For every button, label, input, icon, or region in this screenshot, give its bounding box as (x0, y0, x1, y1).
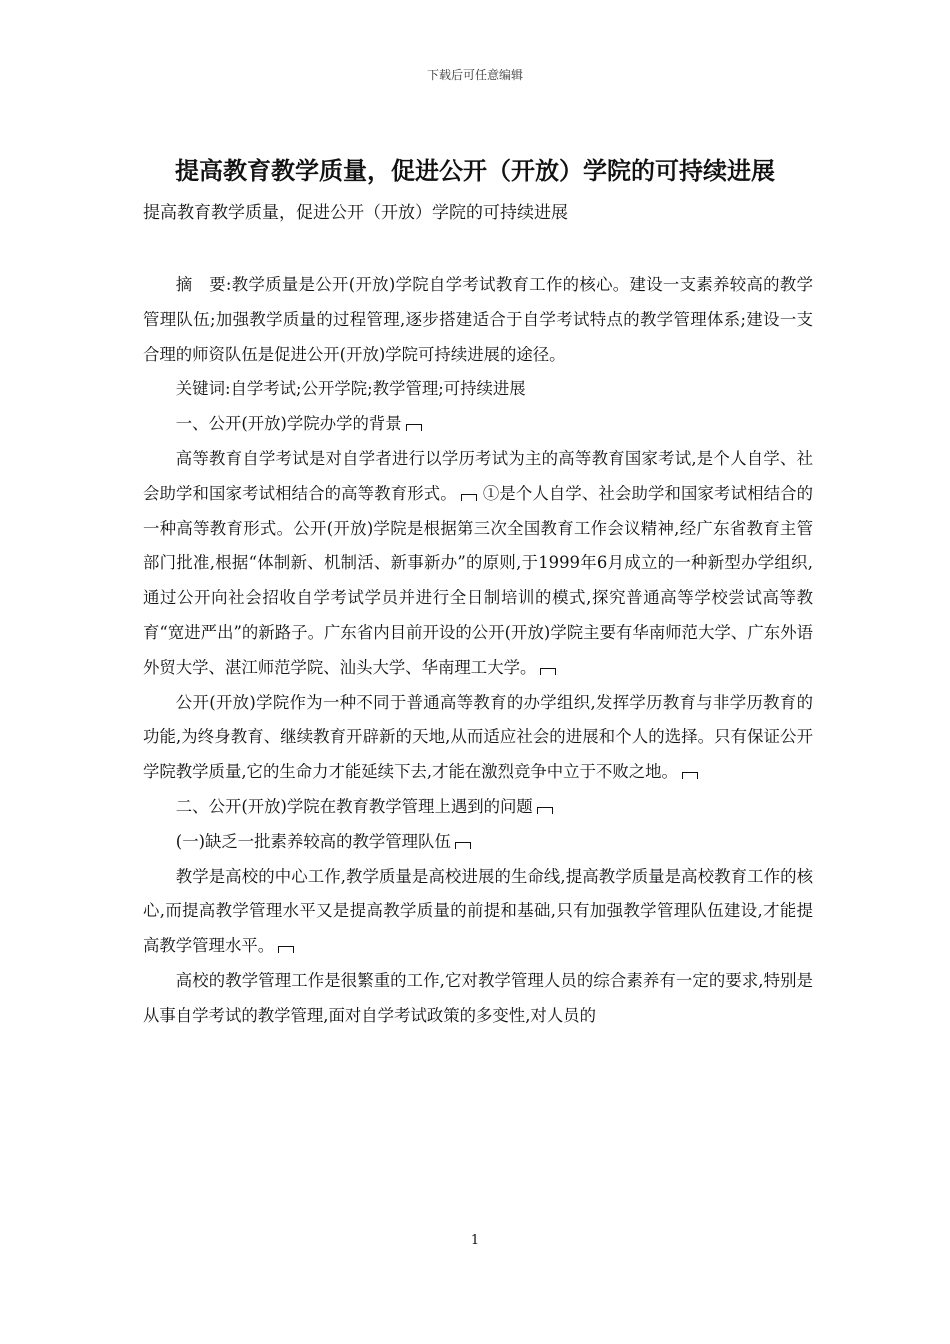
footnote-mark-icon (406, 424, 422, 431)
keywords-paragraph (143, 372, 813, 407)
subsection-1-heading (143, 825, 813, 860)
footnote-mark-icon (540, 668, 556, 675)
paragraph-2-text: 公开(开放)学院作为一种不同于普通高等教育的办学组织,发挥学历教育与非学历教育的功能,为终身教育、继续教育开辟新的天地,从而适应社会的进展和个人的选择。只有保证公开学院教学质量,它的生命力才能延续下去,才能在激烈竞争中立于不败之地。 (143, 692, 813, 782)
footnote-mark-icon (455, 842, 471, 849)
paragraph-1-rest-text: ①是个人自学、社会助学和国家考试相结合的一种高等教育形式。公开(开放)学院是根据第三次全国教育工作会议精神,经广东省教育主管部门批准,根据“体制新、机制活、新事新办”的原则,于1999年6月成立的一种新型办学组织,通过公开向社会招收自学考试学员并进行全日制培训的模式,探究普通高等学校尝试高等教育“宽进严出”的新路子。广东省内目前开设的公开(开放)学院主要有华南师范大学、广东外语外贸大学、湛江师范学院、汕头大学、华南理工大学。 (143, 483, 814, 677)
paragraph-1-text: 高等教育自学考试是对自学者进行以学历考试为主的高等教育国家考试,是个人自学、社会助学和国家考试相结合的高等教育形式。 (143, 448, 813, 503)
document-title: 提高教育教学质量，促进公开（开放）学院的可持续进展 (175, 156, 775, 185)
keywords-text: 关键词:自学考试;公开学院;教学管理;可持续进展 (175, 379, 526, 399)
page-number: 1 (470, 1233, 480, 1248)
document-body (143, 268, 813, 1034)
abstract-paragraph (143, 268, 813, 372)
paragraph-3-text: 教学是高校的中心工作,教学质量是高校进展的生命线,提高教学质量是高校教育工作的核心,而提高教学管理水平又是提高教学质量的前提和基础,只有加强教学管理队伍建设,才能提高教学管理水平。 (143, 866, 813, 956)
section-1-heading-text: 一、公开(开放)学院办学的背景 (175, 414, 402, 434)
footnote-mark-icon (461, 494, 477, 501)
paragraph-3 (143, 860, 813, 964)
subsection-1-heading-text: (一)缺乏一批素养较高的教学管理队伍 (175, 831, 451, 851)
section-2-heading-text: 二、公开(开放)学院在教育教学管理上遇到的问题 (175, 796, 533, 816)
paragraph-4-text: 高校的教学管理工作是很繁重的工作,它对教学管理人员的综合素养有一定的要求,特别是从事自学考试的教学管理,面对自学考试政策的多变性,对人员的 (143, 970, 813, 1025)
paragraph-1 (143, 442, 813, 686)
paragraph-4 (143, 964, 813, 1034)
footnote-mark-icon (537, 807, 553, 814)
abstract-text: 摘 要:教学质量是公开(开放)学院自学考试教育工作的核心。建设一支素养较高的教学管理队伍;加强教学质量的过程管理,逐步搭建适合于自学考试特点的教学管理体系;建设一支合理的师资队伍是促进公开(开放)学院可持续进展的途径。 (143, 275, 813, 364)
section-1-heading (143, 407, 813, 442)
section-2-heading (143, 790, 813, 825)
header-note: 下载后可任意编辑 (426, 68, 523, 82)
document-subtitle: 提高教育教学质量，促进公开（开放）学院的可持续进展 (143, 203, 568, 223)
paragraph-2 (143, 686, 813, 790)
footnote-mark-icon (682, 772, 698, 779)
footnote-mark-icon (278, 946, 294, 953)
